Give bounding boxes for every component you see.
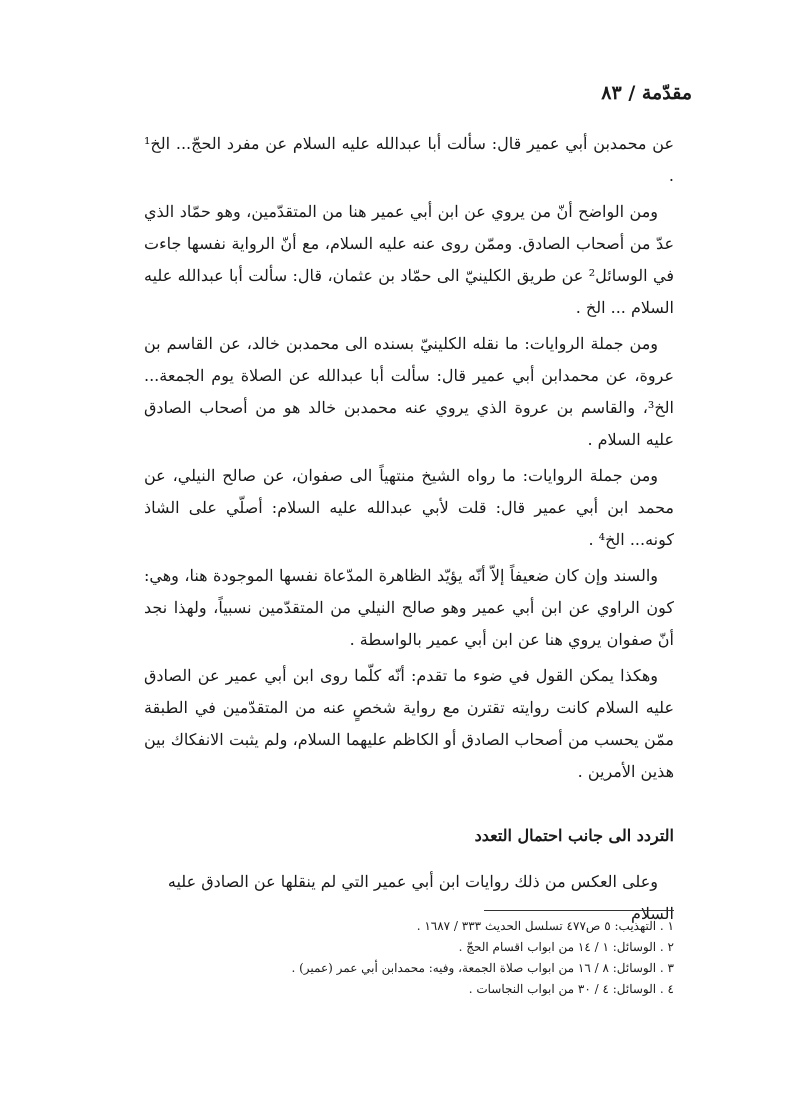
paragraph-2: ومن الواضح أنّ من يروي عن ابن أبي عمير هنا من المتقدّمين، وهو حمّاد الذي عدّ من أصحاب الصادق. وممّن روى عنه عليه السلام، مع أنّ الرواية نفسها جاءت في الوسائل² عن طريق الكلينيّ الى حمّاد بن عثمان، قال: سألت أبا عبدالله عليه السلام ... الخ . [144,202,674,317]
paragraph-5: والسند وإن كان ضعيفاً إلاّ أنّه يؤيّد الظاهرة المدّعاة نفسها الموجودة هنا، وهي: كون الراوي عن ابن أبي عمير وهو صالح النيلي من المتقدّمين نسبياً، ولهذا نجد أنّ صفوان يروي هنا عن ابن أبي عمير بالواسطة . [144,566,674,649]
body-text [144,128,674,792]
footnote-3: ٣ . الوسائل: ٨ / ١٦ من ابواب صلاة الجمعة، وفيه: محمدابن أبي عمر (عمير) . [291,961,674,975]
page-header: مقدّمة / ٨٣ [601,82,692,104]
paragraph-6: وهكذا يمكن القول في ضوء ما تقدم: أنّه كلّما روى ابن أبي عمير عن الصادق عليه السلام كانت روايته تقترن مع رواية شخصٍ عنه من المتقدّمين في الطبقة ممّن يحسب من أصحاب الصادق أو الكاظم عليهما السلام، ولم يثبت الانفكاك بين هذين الأمرين . [144,666,674,781]
paragraph-1: عن محمدبن أبي عمير قال: سألت أبا عبدالله عليه السلام عن مفرد الحجّ... الخ¹ . [144,134,674,185]
section-heading: التردد الى جانب احتمال التعدد [474,826,674,845]
footnote-4: ٤ . الوسائل: ٤ / ٣٠ من ابواب النجاسات . [468,982,674,996]
footnotes [144,916,674,1000]
footnote-divider [484,910,674,911]
section-paragraph: وعلى العكس من ذلك روايات ابن أبي عمير التي لم ينقلها عن الصادق عليه السلام [167,872,674,923]
paragraph-4: ومن جملة الروايات: ما رواه الشيخ منتهياً الى صفوان، عن صالح النيلي، عن محمد ابن أبي عمير قال: قلت لأبي عبدالله عليه السلام: أصلّي على الشاذ كونه... الخ⁴ . [144,466,674,549]
paragraph-3: ومن جملة الروايات: ما نقله الكلينيّ بسنده الى محمدبن خالد، عن القاسم بن عروة، عن محمدابن أبي عمير قال: سألت أبا عبدالله عن الصلاة يوم الجمعة... الخ³، والقاسم بن عروة الذي يروي عنه محمدبن خالد هو من أصحاب الصادق عليه السلام . [144,334,674,449]
footnote-1: ١ . التهذيب: ٥ ص٤٧٧ تسلسل الحديث ٣٣٣ / ١٦٨٧ . [416,919,674,933]
footnote-2: ٢ . الوسائل: ١ / ١٤ من ابواب اقسام الحجّ . [458,940,674,954]
